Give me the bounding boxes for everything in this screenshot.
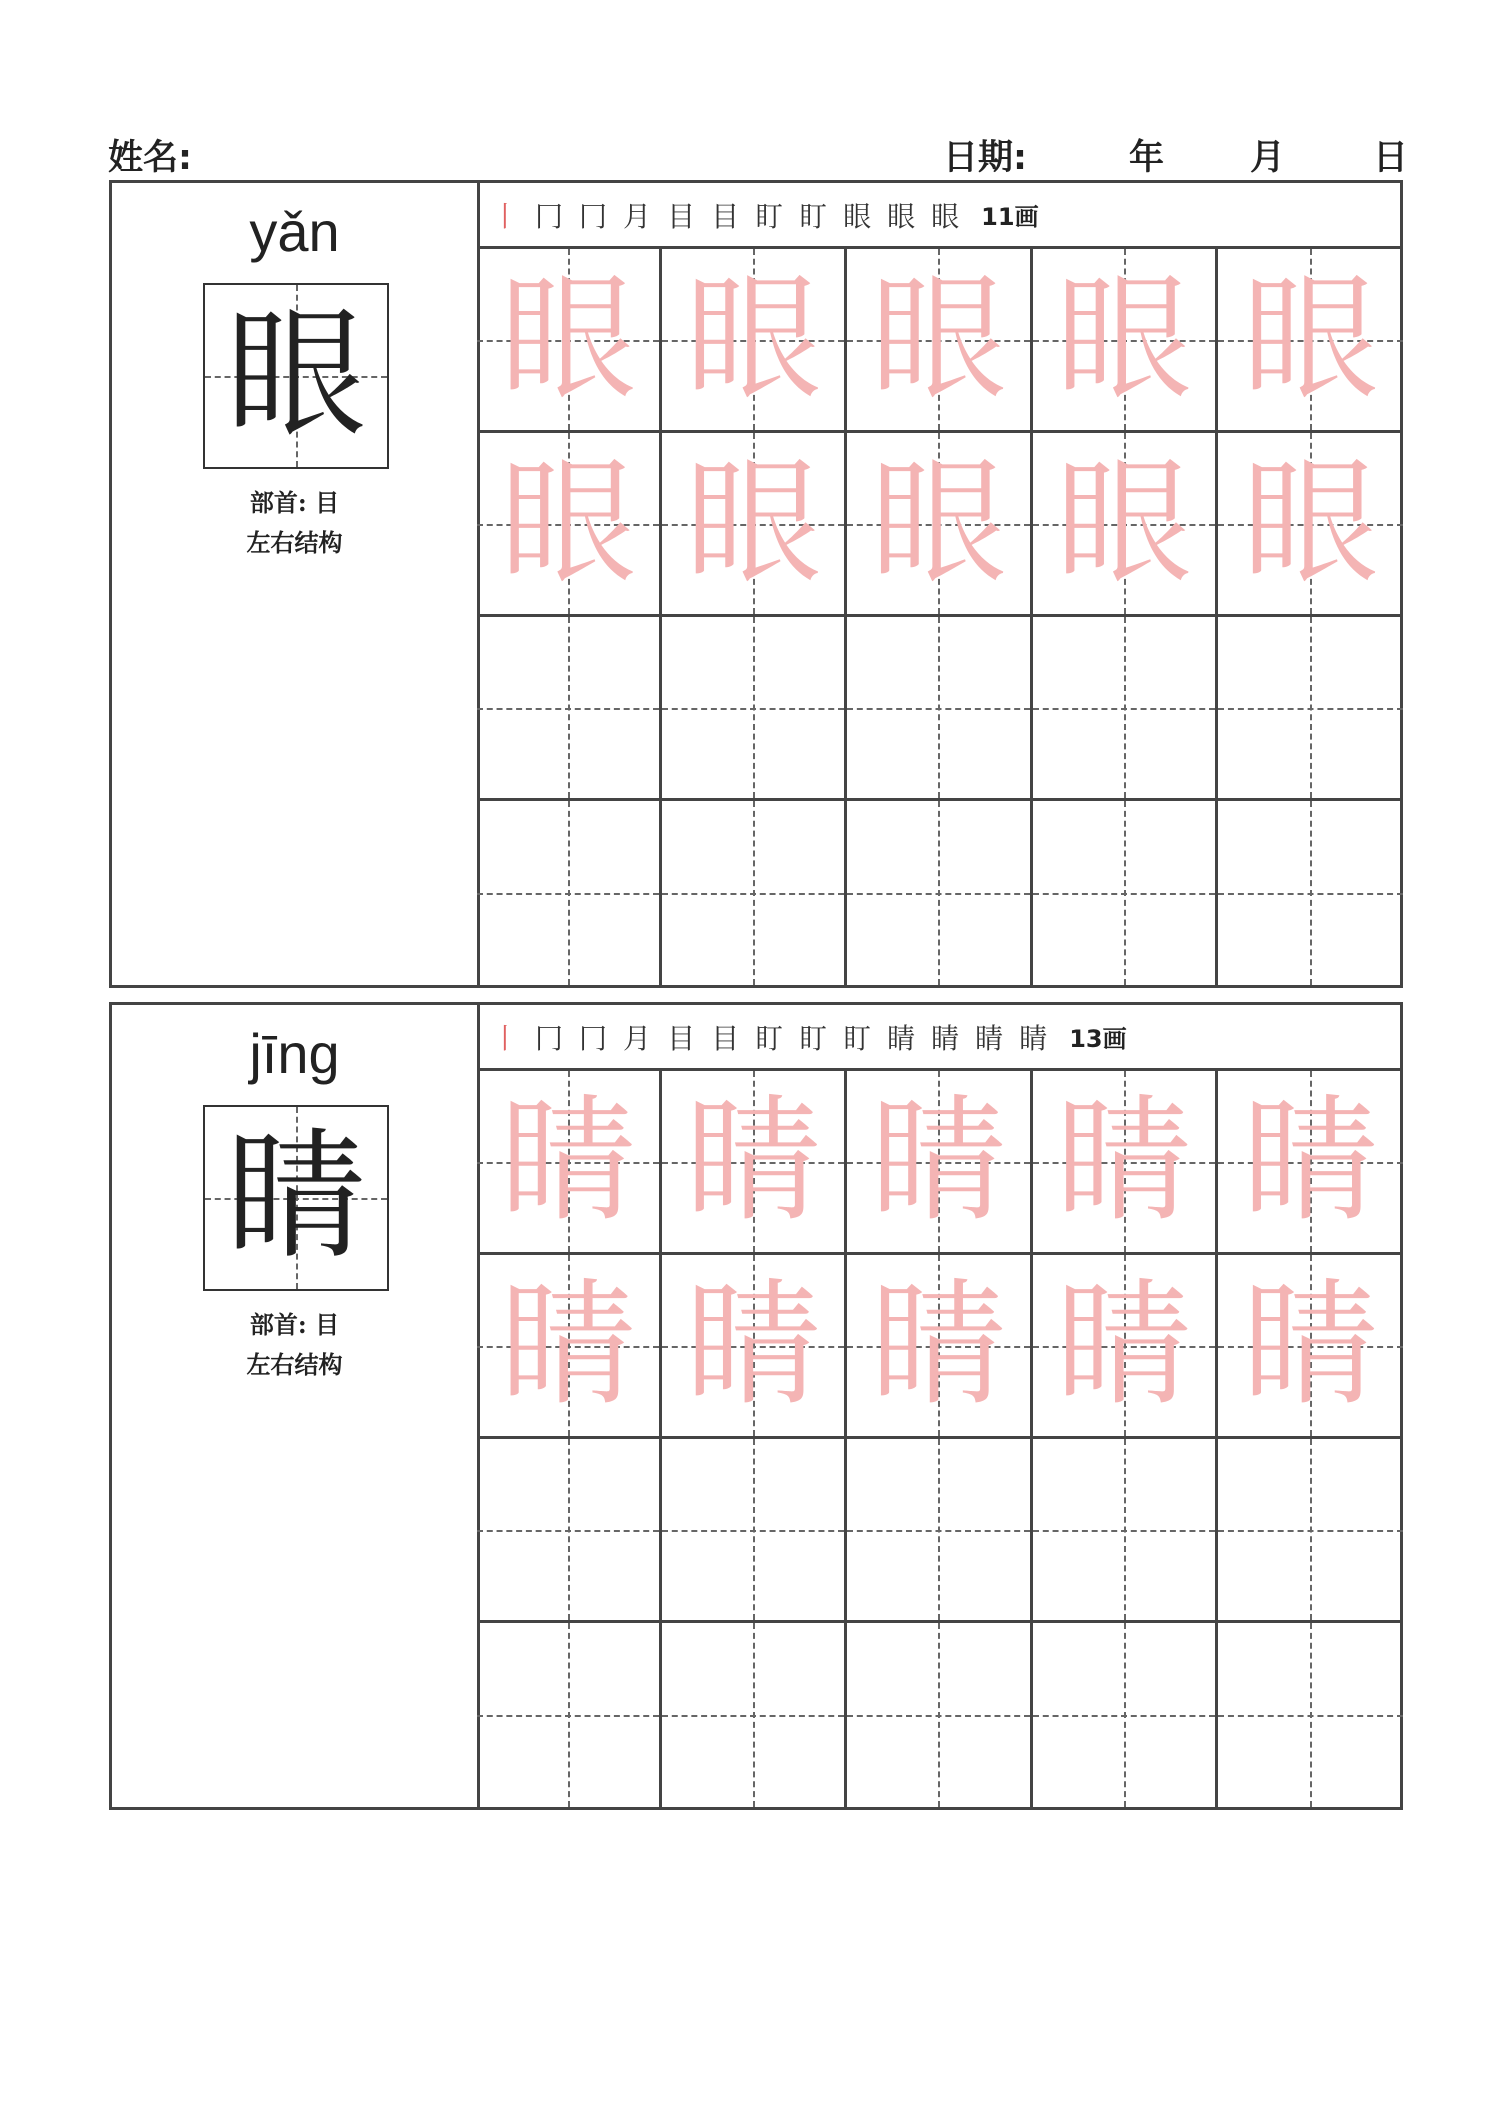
blank-practice-cell[interactable]	[477, 801, 662, 985]
date-label: 日期:	[943, 138, 1027, 178]
trace-character: 眼	[500, 444, 637, 603]
stroke-step: 眼	[887, 199, 916, 233]
trace-cell[interactable]	[1218, 1071, 1403, 1255]
trace-character: 眼	[870, 260, 1007, 419]
model-character-box	[203, 283, 389, 469]
stroke-step: 冂	[535, 199, 564, 233]
character-info-panel	[112, 1005, 480, 1807]
radical-label: 部首: 目	[249, 1310, 340, 1339]
trace-cell[interactable]	[662, 249, 847, 433]
stroke-order-row	[477, 183, 1400, 249]
stroke-order-row	[477, 1005, 1400, 1071]
blank-practice-cell[interactable]	[847, 617, 1032, 801]
trace-character: 眼	[685, 444, 822, 603]
trace-character: 眼	[1242, 260, 1379, 419]
trace-cell[interactable]	[662, 433, 847, 617]
trace-cell[interactable]	[1033, 249, 1218, 433]
trace-character: 睛	[500, 1266, 637, 1425]
stroke-count: 13画	[1069, 1025, 1127, 1053]
character-info-panel	[112, 183, 480, 985]
trace-cell[interactable]	[1218, 1255, 1403, 1439]
stroke-step: 丨	[491, 1021, 520, 1055]
trace-cell[interactable]	[847, 249, 1032, 433]
stroke-step: 盯	[843, 1021, 872, 1055]
model-character: 眼	[225, 294, 366, 457]
year-label: 年	[1129, 138, 1165, 178]
trace-character: 眼	[1242, 444, 1379, 603]
trace-character: 眼	[1055, 444, 1192, 603]
trace-character: 睛	[1055, 1082, 1192, 1241]
blank-practice-cell[interactable]	[1218, 617, 1403, 801]
day-label: 日	[1373, 138, 1409, 178]
stroke-step: 盯	[755, 1021, 784, 1055]
blank-practice-cell[interactable]	[1218, 801, 1403, 985]
blank-practice-cell[interactable]	[662, 801, 847, 985]
trace-character: 睛	[1242, 1082, 1379, 1241]
stroke-step: 月	[623, 199, 652, 233]
trace-character: 睛	[870, 1266, 1007, 1425]
stroke-step: 盯	[799, 1021, 828, 1055]
trace-character: 眼	[1055, 260, 1192, 419]
blank-practice-cell[interactable]	[847, 801, 1032, 985]
trace-character: 睛	[500, 1082, 637, 1241]
blank-practice-cell[interactable]	[477, 1439, 662, 1623]
practice-grid	[477, 1005, 1400, 1807]
stroke-step: 眼	[931, 199, 960, 233]
trace-character: 睛	[685, 1266, 822, 1425]
stroke-step: 冂	[579, 199, 608, 233]
trace-cell[interactable]	[662, 1071, 847, 1255]
practice-grid	[477, 183, 1400, 985]
blank-practice-cell[interactable]	[1218, 1439, 1403, 1623]
trace-cell[interactable]	[477, 1071, 662, 1255]
blank-practice-cell[interactable]	[662, 617, 847, 801]
blank-practice-cell[interactable]	[1033, 1439, 1218, 1623]
trace-cell[interactable]	[1218, 249, 1403, 433]
trace-cell[interactable]	[1033, 1071, 1218, 1255]
radical-label: 部首: 目	[249, 488, 340, 517]
blank-practice-cell[interactable]	[1033, 617, 1218, 801]
trace-cell[interactable]	[1033, 433, 1218, 617]
trace-character: 眼	[685, 260, 822, 419]
trace-cell[interactable]	[662, 1255, 847, 1439]
pinyin: jīng	[249, 1022, 340, 1085]
blank-practice-cell[interactable]	[477, 1623, 662, 1807]
blank-practice-cell[interactable]	[1218, 1623, 1403, 1807]
stroke-step: 丨	[491, 199, 520, 233]
pinyin: yǎn	[249, 200, 340, 263]
trace-character: 睛	[685, 1082, 822, 1241]
blank-practice-cell[interactable]	[1033, 1623, 1218, 1807]
stroke-step: 月	[623, 1021, 652, 1055]
trace-character: 睛	[1055, 1266, 1192, 1425]
stroke-step: 目	[667, 199, 696, 233]
model-character-box	[203, 1105, 389, 1291]
trace-character: 睛	[1242, 1266, 1379, 1425]
trace-character: 睛	[870, 1082, 1007, 1241]
stroke-step: 盯	[755, 199, 784, 233]
trace-cell[interactable]	[477, 433, 662, 617]
blank-practice-cell[interactable]	[847, 1623, 1032, 1807]
trace-cell[interactable]	[1033, 1255, 1218, 1439]
blank-practice-cell[interactable]	[662, 1623, 847, 1807]
trace-character: 眼	[870, 444, 1007, 603]
stroke-count: 11画	[981, 203, 1039, 231]
trace-cell[interactable]	[1218, 433, 1403, 617]
stroke-step: 眼	[843, 199, 872, 233]
character-section-yan	[109, 180, 1403, 988]
stroke-step: 目	[711, 199, 740, 233]
blank-practice-cell[interactable]	[662, 1439, 847, 1623]
stroke-step: 睛	[887, 1021, 916, 1055]
structure-label: 左右结构	[246, 528, 343, 557]
trace-cell[interactable]	[477, 249, 662, 433]
stroke-step: 盯	[799, 199, 828, 233]
month-label: 月	[1250, 138, 1286, 178]
blank-practice-cell[interactable]	[847, 1439, 1032, 1623]
trace-cell[interactable]	[477, 1255, 662, 1439]
stroke-step: 目	[711, 1021, 740, 1055]
character-section-jing	[109, 1002, 1403, 1810]
name-label: 姓名:	[108, 138, 192, 178]
blank-practice-cell[interactable]	[477, 617, 662, 801]
stroke-step: 睛	[1019, 1021, 1048, 1055]
stroke-step: 睛	[975, 1021, 1004, 1055]
stroke-step: 冂	[579, 1021, 608, 1055]
practice-cells	[477, 1071, 1400, 1807]
trace-character: 眼	[500, 260, 637, 419]
blank-practice-cell[interactable]	[1033, 801, 1218, 985]
stroke-step: 目	[667, 1021, 696, 1055]
stroke-step: 睛	[931, 1021, 960, 1055]
trace-cell[interactable]	[847, 1255, 1032, 1439]
model-character: 睛	[225, 1116, 366, 1279]
practice-cells	[477, 249, 1400, 985]
stroke-step: 冂	[535, 1021, 564, 1055]
structure-label: 左右结构	[246, 1350, 343, 1379]
trace-cell[interactable]	[847, 1071, 1032, 1255]
trace-cell[interactable]	[847, 433, 1032, 617]
